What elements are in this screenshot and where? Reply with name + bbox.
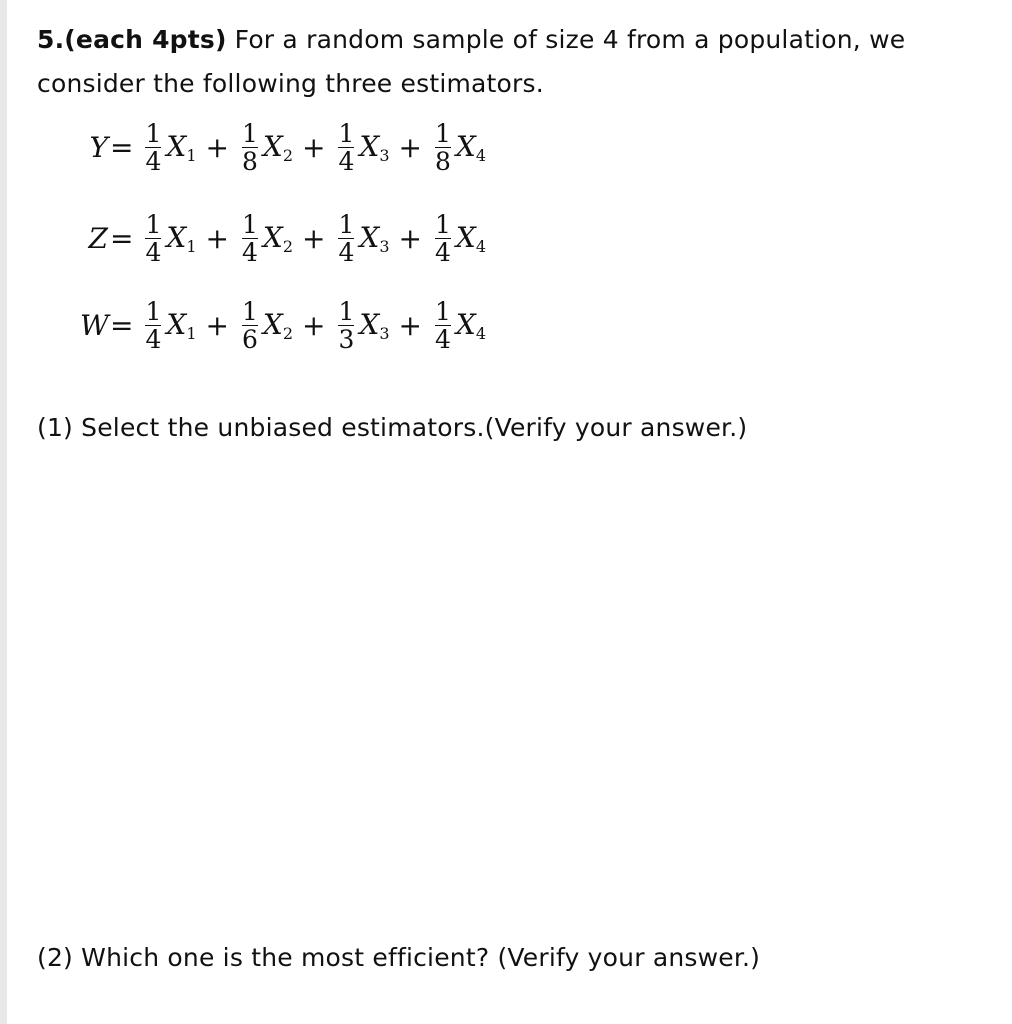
- fraction-coefficient: [336, 120, 356, 175]
- variable-subscript: 1: [186, 236, 197, 256]
- fraction-coefficient: [336, 298, 356, 353]
- equals-sign: =: [110, 130, 134, 164]
- variable-subscript: 2: [282, 145, 293, 165]
- variable-symbol: X: [166, 129, 187, 163]
- fraction-denominator: 4: [338, 146, 355, 176]
- fraction-coefficient: [433, 298, 453, 353]
- fraction-denominator: 4: [241, 237, 258, 267]
- fraction-coefficient: [240, 298, 260, 353]
- fraction-numerator: 1: [145, 118, 162, 148]
- variable-symbol: X: [359, 307, 380, 341]
- variable-symbol: X: [166, 307, 187, 341]
- plus-sign: +: [302, 130, 326, 164]
- equation-y: [80, 112, 486, 182]
- variable-subscript: 1: [186, 323, 197, 343]
- fraction-coefficient: [143, 120, 163, 175]
- plus-sign: +: [205, 221, 229, 255]
- equation-lhs: Y: [89, 130, 108, 164]
- variable-symbol: X: [166, 220, 187, 254]
- fraction-coefficient: [143, 211, 163, 266]
- page-left-margin: [0, 0, 7, 1024]
- fraction-numerator: 1: [338, 209, 355, 239]
- variable-subscript: 4: [475, 236, 486, 256]
- fraction-denominator: 6: [241, 324, 258, 354]
- variable-term: [166, 130, 196, 165]
- variable-term: [166, 308, 196, 343]
- fraction-numerator: 1: [145, 209, 162, 239]
- fraction-numerator: 1: [338, 118, 355, 148]
- variable-term: [166, 221, 196, 256]
- problem-number: 5.(each 4pts): [37, 25, 227, 54]
- plus-sign: +: [398, 308, 422, 342]
- fraction-denominator: 4: [434, 324, 451, 354]
- variable-term: [263, 130, 293, 165]
- question-1: (1) Select the unbiased estimators.(Verify your answer.): [37, 413, 748, 442]
- fraction-numerator: 1: [241, 296, 258, 326]
- question-2: (2) Which one is the most efficient? (Verify your answer.): [37, 943, 761, 972]
- fraction-coefficient: [433, 120, 453, 175]
- plus-sign: +: [302, 221, 326, 255]
- fraction-denominator: 8: [434, 146, 451, 176]
- fraction-denominator: 4: [338, 237, 355, 267]
- fraction-denominator: 3: [338, 324, 355, 354]
- variable-subscript: 4: [475, 323, 486, 343]
- fraction-numerator: 1: [241, 118, 258, 148]
- problem-text-1: For a random sample of size 4 from a population, we: [234, 25, 906, 54]
- problem-text-2: consider the following three estimators.: [37, 69, 544, 98]
- fraction-numerator: 1: [241, 209, 258, 239]
- plus-sign: +: [398, 221, 422, 255]
- fraction-numerator: 1: [434, 209, 451, 239]
- fraction-denominator: 4: [145, 146, 162, 176]
- fraction-numerator: 1: [145, 296, 162, 326]
- variable-term: [359, 308, 389, 343]
- equals-sign: =: [110, 308, 134, 342]
- variable-term: [359, 221, 389, 256]
- fraction-numerator: 1: [434, 296, 451, 326]
- variable-subscript: 3: [379, 323, 390, 343]
- variable-symbol: X: [359, 129, 380, 163]
- equals-sign: =: [110, 221, 134, 255]
- fraction-denominator: 4: [434, 237, 451, 267]
- variable-subscript: 2: [282, 323, 293, 343]
- fraction-coefficient: [240, 120, 260, 175]
- variable-term: [456, 308, 486, 343]
- fraction-coefficient: [240, 211, 260, 266]
- variable-term: [263, 221, 293, 256]
- variable-term: [263, 308, 293, 343]
- variable-subscript: 3: [379, 145, 390, 165]
- variable-term: [456, 130, 486, 165]
- plus-sign: +: [398, 130, 422, 164]
- equation-w: [80, 290, 486, 360]
- variable-subscript: 3: [379, 236, 390, 256]
- variable-symbol: X: [262, 129, 283, 163]
- fraction-denominator: 8: [241, 146, 258, 176]
- variable-symbol: X: [455, 129, 476, 163]
- plus-sign: +: [205, 130, 229, 164]
- equation-z: [80, 203, 486, 273]
- plus-sign: +: [302, 308, 326, 342]
- variable-term: [359, 130, 389, 165]
- variable-symbol: X: [262, 307, 283, 341]
- variable-symbol: X: [455, 307, 476, 341]
- variable-term: [456, 221, 486, 256]
- fraction-coefficient: [336, 211, 356, 266]
- problem-line-1: [37, 18, 997, 62]
- fraction-denominator: 4: [145, 324, 162, 354]
- equation-lhs: Z: [88, 221, 108, 255]
- variable-subscript: 1: [186, 145, 197, 165]
- fraction-denominator: 4: [145, 237, 162, 267]
- variable-symbol: X: [262, 220, 283, 254]
- variable-subscript: 4: [475, 145, 486, 165]
- fraction-numerator: 1: [338, 296, 355, 326]
- equation-lhs: W: [80, 308, 109, 342]
- plus-sign: +: [205, 308, 229, 342]
- variable-subscript: 2: [282, 236, 293, 256]
- problem-statement: [37, 18, 997, 106]
- fraction-coefficient: [143, 298, 163, 353]
- fraction-coefficient: [433, 211, 453, 266]
- fraction-numerator: 1: [434, 118, 451, 148]
- variable-symbol: X: [359, 220, 380, 254]
- variable-symbol: X: [455, 220, 476, 254]
